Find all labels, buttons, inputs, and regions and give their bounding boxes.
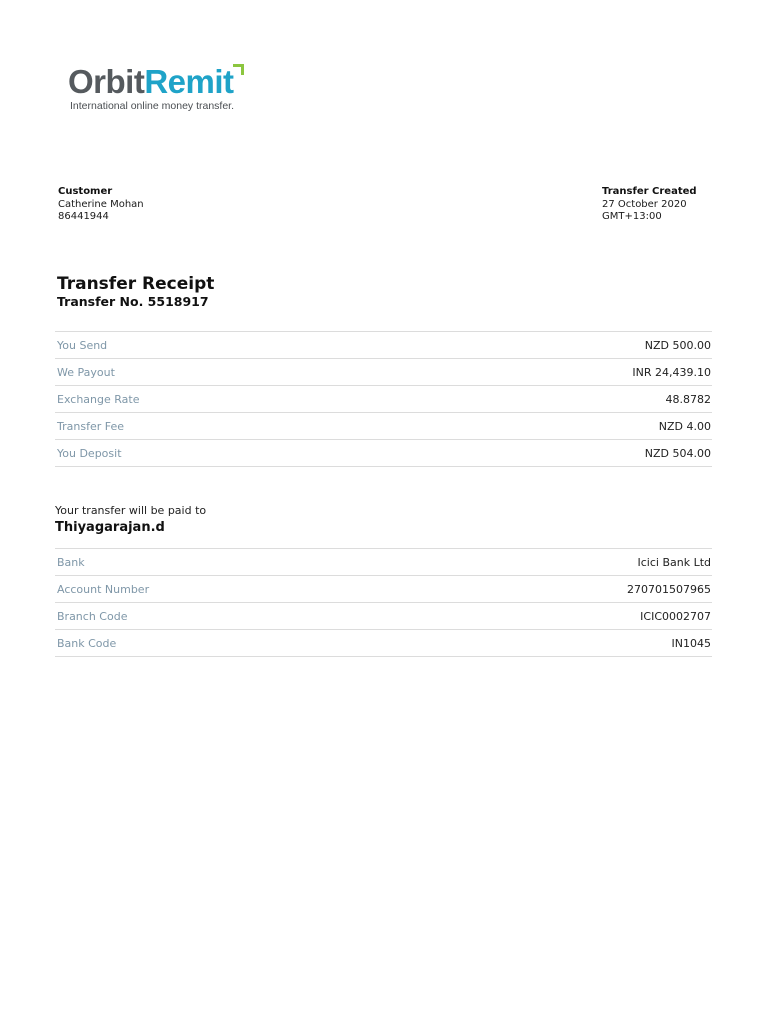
row-value: INR 24,439.10 xyxy=(632,366,711,379)
logo-wordmark xyxy=(68,64,234,100)
customer-block xyxy=(58,186,144,224)
table-row xyxy=(55,603,712,630)
row-value: ICIC0002707 xyxy=(640,610,711,623)
transfer-number: Transfer No. 5518917 xyxy=(57,294,209,309)
transfer-summary-table xyxy=(55,331,712,467)
logo-tagline: International online money transfer. xyxy=(70,100,235,112)
row-value: NZD 500.00 xyxy=(644,339,711,352)
customer-number: 86441944 xyxy=(58,211,109,222)
row-label: You Deposit xyxy=(57,447,122,460)
transfer-created-heading: Transfer Created xyxy=(602,186,697,197)
row-label: We Payout xyxy=(57,366,115,379)
row-value: 48.8782 xyxy=(665,393,711,406)
row-value: 270701507965 xyxy=(627,583,711,596)
table-row xyxy=(55,332,712,359)
row-label: You Send xyxy=(57,339,108,352)
orbitremit-logo xyxy=(68,64,248,116)
row-value: IN1045 xyxy=(671,637,711,650)
recipient-name: Thiyagarajan.d xyxy=(55,520,165,535)
row-label: Transfer Fee xyxy=(57,420,124,433)
table-row xyxy=(55,576,712,603)
table-row xyxy=(55,549,712,576)
logo-remit-text: Remit xyxy=(144,63,234,100)
transfer-created-timezone: GMT+13:00 xyxy=(602,211,662,222)
row-label: Account Number xyxy=(57,583,150,596)
receipt-title: Transfer Receipt xyxy=(57,274,215,294)
row-label: Bank xyxy=(57,556,85,569)
table-row xyxy=(55,359,712,386)
row-value: NZD 4.00 xyxy=(658,420,711,433)
recipient-intro: Your transfer will be paid to xyxy=(55,504,207,517)
customer-name: Catherine Mohan xyxy=(58,198,144,210)
table-row xyxy=(55,413,712,440)
row-label: Bank Code xyxy=(57,637,117,650)
table-row xyxy=(55,440,712,467)
bank-details-table xyxy=(55,548,712,657)
row-label: Branch Code xyxy=(57,610,128,623)
row-label: Exchange Rate xyxy=(57,393,140,406)
customer-heading: Customer xyxy=(58,186,113,197)
transfer-created-date: 27 October 2020 xyxy=(602,198,687,210)
table-row xyxy=(55,386,712,413)
table-row xyxy=(55,630,712,657)
transfer-created-block xyxy=(602,186,697,224)
row-value: Icici Bank Ltd xyxy=(637,556,711,569)
row-value: NZD 504.00 xyxy=(644,447,711,460)
logo-corner-mark-icon xyxy=(233,64,244,75)
logo-orbit-text: Orbit xyxy=(68,63,145,100)
